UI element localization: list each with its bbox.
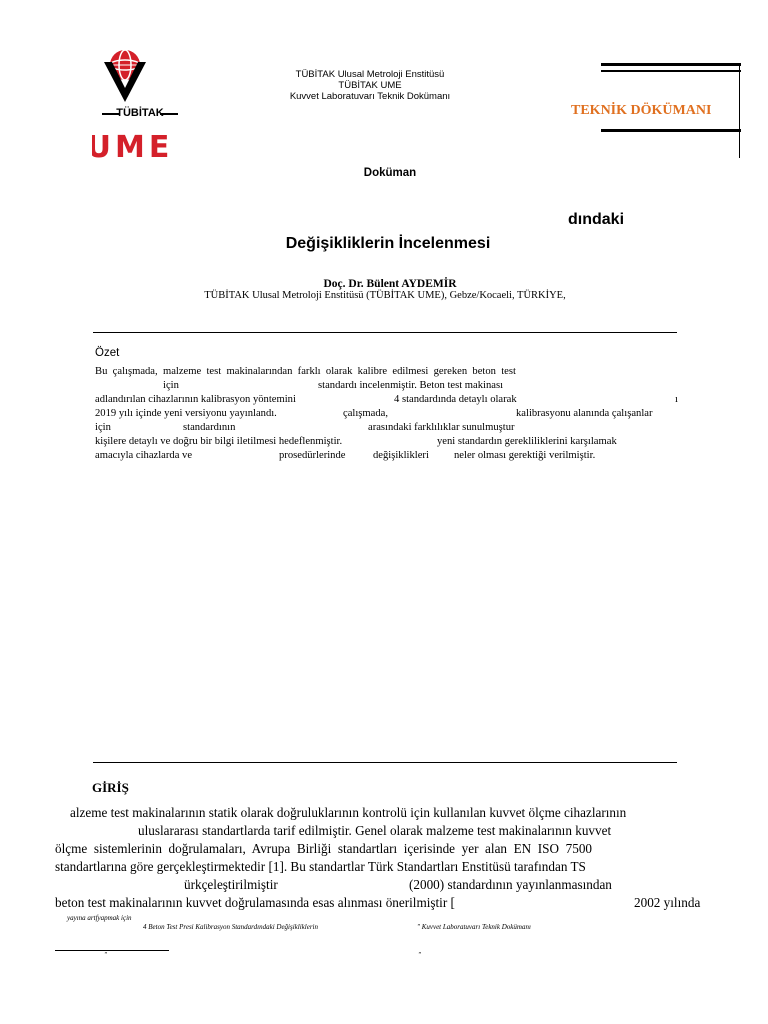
intro-line: (2000) standardının yayınlanmasından [409,877,612,892]
institute-line-1: TÜBİTAK Ulusal Metroloji Enstitüsü [295,69,445,80]
section-rule-top [93,332,677,333]
abstract-line: yeni standardın gerekliliklerini karşılamak [437,436,617,447]
abstract-line: arasındaki farklılıklar sunulmuştur [368,422,515,433]
abstract-line: prosedürlerinde [279,450,346,461]
abstract-line: kalibrasyonu alanında çalışanlar [516,408,653,419]
title-line-2: Değişikliklerin İncelenmesi [285,235,491,252]
abstract-line: 4 standardında detaylı olarak [394,394,517,405]
logo-emblem-icon [92,40,182,165]
intro-line: ölçme sistemlerinin doğrulamaları, Avrupa Birliği standartları içerisinde yer alan EN ISO 7500 [55,841,593,856]
institute-line-2: TÜBİTAK UME [338,80,402,91]
intro-line: alzeme test makinalarının statik olarak doğruluklarının kontrolü için kullanılan kuvvet ölçme cihazlarının [70,805,627,820]
intro-line: 2002 yılında [634,895,701,910]
intro-line: ürkçeleştirilmiştir [184,877,278,892]
intro-line: standartlarına göre gerçekleştirmektedir [1]. Bu standartlar Türk Standartları Enstitüsü tarafından TS [55,859,586,874]
abstract-line: kişilere detaylı ve doğru bir bilgi iletilmesi hedeflenmiştir. [95,436,343,447]
intro-title: GİRİŞ [92,780,129,795]
intro-line: uluslararası standartlarda tarif edilmiştir. Genel olarak malzeme test makinalarının kuvvet [138,823,612,838]
logo-ume-text: UME [92,130,174,165]
document-label: Doküman [363,167,417,179]
institute-line-3: Kuvvet Laboratuvarı Teknik Dokümanı [289,91,451,102]
abstract-line: çalışmada, [343,408,389,419]
footnote-small: yayına artfyapmak için [67,914,132,922]
abstract-line: için [95,422,111,433]
abstract-title: Özet [95,347,120,359]
header-bar-top-thin [601,70,741,72]
header-bar-bottom [601,129,741,132]
logo-tubitak-text: TÜBİTAK [116,107,164,119]
header-institute [255,69,485,102]
abstract-line: standardı incelenmiştir. Beton test makinası [318,380,504,391]
abstract-line: için [163,380,179,391]
footnote-right: " Kuvvet Laboratuvarı Teknik Dokümanı [417,923,531,931]
intro-line: beton test makinalarının kuvvet doğrulamasında esas alınması önerilmiştir [ [55,895,455,910]
header-bar-top [601,63,741,66]
footnote-rule [55,950,169,951]
tubitak-ume-logo [92,40,182,165]
affiliation: TÜBİTAK Ulusal Metroloji Enstitüsü (TÜBİTAK UME), Gebze/Kocaeli, TÜRKİYE, [204,290,566,301]
author: Doç. Dr. Bülent AYDEMİR [323,278,457,290]
abstract-line: değişiklikleri [373,450,429,461]
abstract-line: 2019 yılı içinde yeni versiyonu yayınlandı. [95,408,277,419]
abstract-line: adlandırılan cihazlarının kalibrasyon yöntemini [95,394,296,405]
footnote-mark: " [104,951,107,959]
abstract-line: ı [675,394,678,405]
doc-type-label: TEKNİK DÖKÜMANI [571,103,712,118]
abstract-line: Bu çalışmada, malzeme test makinalarından farklı olarak kalibre edilmesi gereken beton test [95,366,516,377]
abstract-line: standardının [183,422,236,433]
abstract-line: neler olması gerektiği verilmiştir. [454,450,596,461]
header-vertical-rule [739,66,740,158]
footnote-left: 4 Beton Test Presi Kalibrasyon Standardındaki Değişikliklerin [143,923,318,931]
title-line-1: dındaki [568,211,625,228]
footnote-mark: " [418,951,421,959]
abstract-line: amacıyla cihazlarda ve [95,450,193,461]
section-rule-bottom [93,762,677,763]
